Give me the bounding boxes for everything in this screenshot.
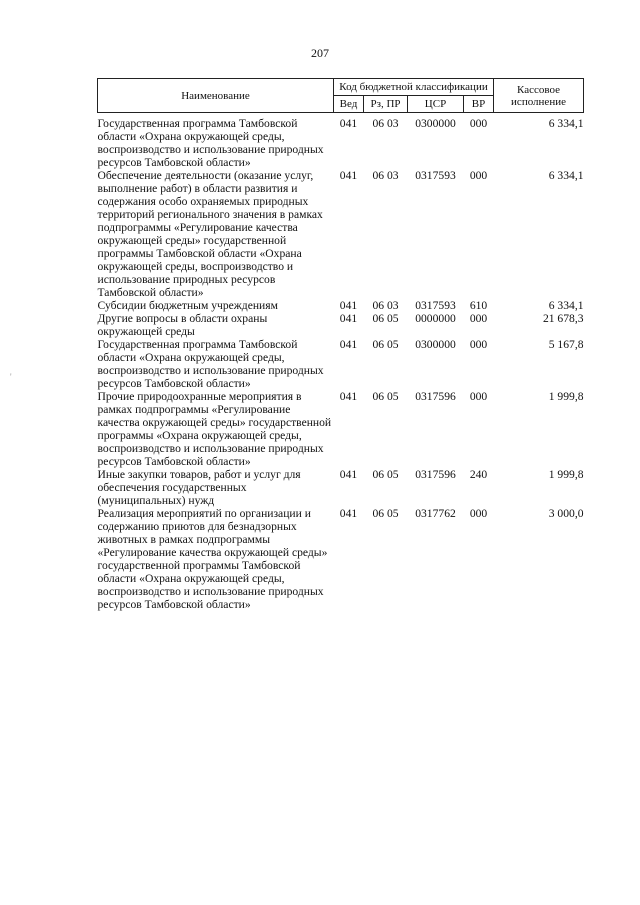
table-row [98, 390, 584, 468]
row-ved: 041 [339, 312, 358, 325]
row-vr: 000 [469, 338, 488, 351]
row-ved: 041 [339, 169, 358, 182]
row-amount: 1 999,8 [548, 468, 584, 481]
row-vr: 610 [469, 299, 488, 312]
row-csr: 0317596 [415, 390, 456, 403]
header-code-group: Код бюджетной классификации [334, 79, 494, 96]
row-name: Иные закупки товаров, работ и услуг для обеспечения государственных (муниципальных) нужд [97, 468, 301, 507]
header-amount: Кассовое исполнение [494, 79, 584, 113]
row-amount: 3 000,0 [548, 507, 584, 520]
budget-table [97, 78, 584, 611]
row-ved: 041 [339, 390, 358, 403]
row-rz-pr: 06 05 [372, 312, 399, 325]
page-number: 207 [311, 46, 329, 60]
row-amount: 6 334,1 [548, 169, 584, 182]
row-csr: 0317596 [415, 468, 456, 481]
row-rz-pr: 06 05 [372, 338, 399, 351]
row-csr: 0317762 [415, 507, 456, 520]
row-vr: 000 [469, 117, 488, 130]
table-row [98, 312, 584, 338]
row-csr: 0317593 [415, 169, 456, 182]
row-name: Субсидии бюджетным учреждениям [97, 299, 278, 312]
row-csr: 0300000 [415, 338, 456, 351]
row-ved: 041 [339, 468, 358, 481]
row-ved: 041 [339, 117, 358, 130]
row-amount: 5 167,8 [548, 338, 584, 351]
row-vr: 240 [469, 468, 488, 481]
row-ved: 041 [339, 507, 358, 520]
row-vr: 000 [469, 390, 488, 403]
table-row [98, 117, 584, 169]
row-rz-pr: 06 05 [372, 507, 399, 520]
header-name: Наименование [98, 79, 334, 113]
row-name: Реализация мероприятий по организации и содержанию приютов для безнадзорных животных в рамках подпрограммы «Регулирование качества окружающей среды» государственной программы Тамбовской области «Охрана окружающей среды, воспроизводство и использование природных ресурсов Тамбовской области» [97, 507, 328, 611]
row-vr: 000 [469, 169, 488, 182]
row-amount: 6 334,1 [548, 299, 584, 312]
row-csr: 0317593 [415, 299, 456, 312]
table-row [98, 299, 584, 312]
row-name: Прочие природоохранные мероприятия в рамках подпрограммы «Регулирование качества окружающей среды» государственной программы «Охрана окружающей среды, воспроизводство и использование природных ресурсов Тамбовской области» [97, 390, 332, 468]
row-csr: 0000000 [415, 312, 456, 325]
row-rz-pr: 06 05 [372, 390, 399, 403]
margin-mark: ' [10, 372, 12, 382]
row-ved: 041 [339, 338, 358, 351]
row-name: Государственная программа Тамбовской области «Охрана окружающей среды, воспроизводство и использование природных ресурсов Тамбовской области» [97, 338, 324, 390]
table-row [98, 169, 584, 299]
row-name: Другие вопросы в области охраны окружающей среды [97, 312, 268, 338]
table-row [98, 507, 584, 611]
row-amount: 21 678,3 [542, 312, 584, 325]
row-rz-pr: 06 03 [372, 117, 399, 130]
row-vr: 000 [469, 312, 488, 325]
table-row [98, 468, 584, 507]
row-name: Обеспечение деятельности (оказание услуг, выполнение работ) в области развития и содержания особо охраняемых природных территорий регионального значения в рамках подпрограммы «Регулирование качества окружающей среды» государственной программы Тамбовской области «Охрана окружающей среды, воспроизводство и использование природных ресурсов Тамбовской области» [97, 169, 323, 299]
header-vr: ВР [464, 96, 494, 113]
header-rz-pr: Рз, ПР [364, 96, 408, 113]
header-csr: ЦСР [408, 96, 464, 113]
header-ved: Вед [334, 96, 364, 113]
table-row [98, 338, 584, 390]
row-csr: 0300000 [415, 117, 456, 130]
row-rz-pr: 06 03 [372, 169, 399, 182]
row-name: Государственная программа Тамбовской области «Охрана окружающей среды, воспроизводство и использование природных ресурсов Тамбовской области» [97, 117, 324, 169]
row-rz-pr: 06 03 [372, 299, 399, 312]
row-ved: 041 [339, 299, 358, 312]
row-amount: 6 334,1 [548, 117, 584, 130]
row-rz-pr: 06 05 [372, 468, 399, 481]
row-vr: 000 [469, 507, 488, 520]
row-amount: 1 999,8 [548, 390, 584, 403]
